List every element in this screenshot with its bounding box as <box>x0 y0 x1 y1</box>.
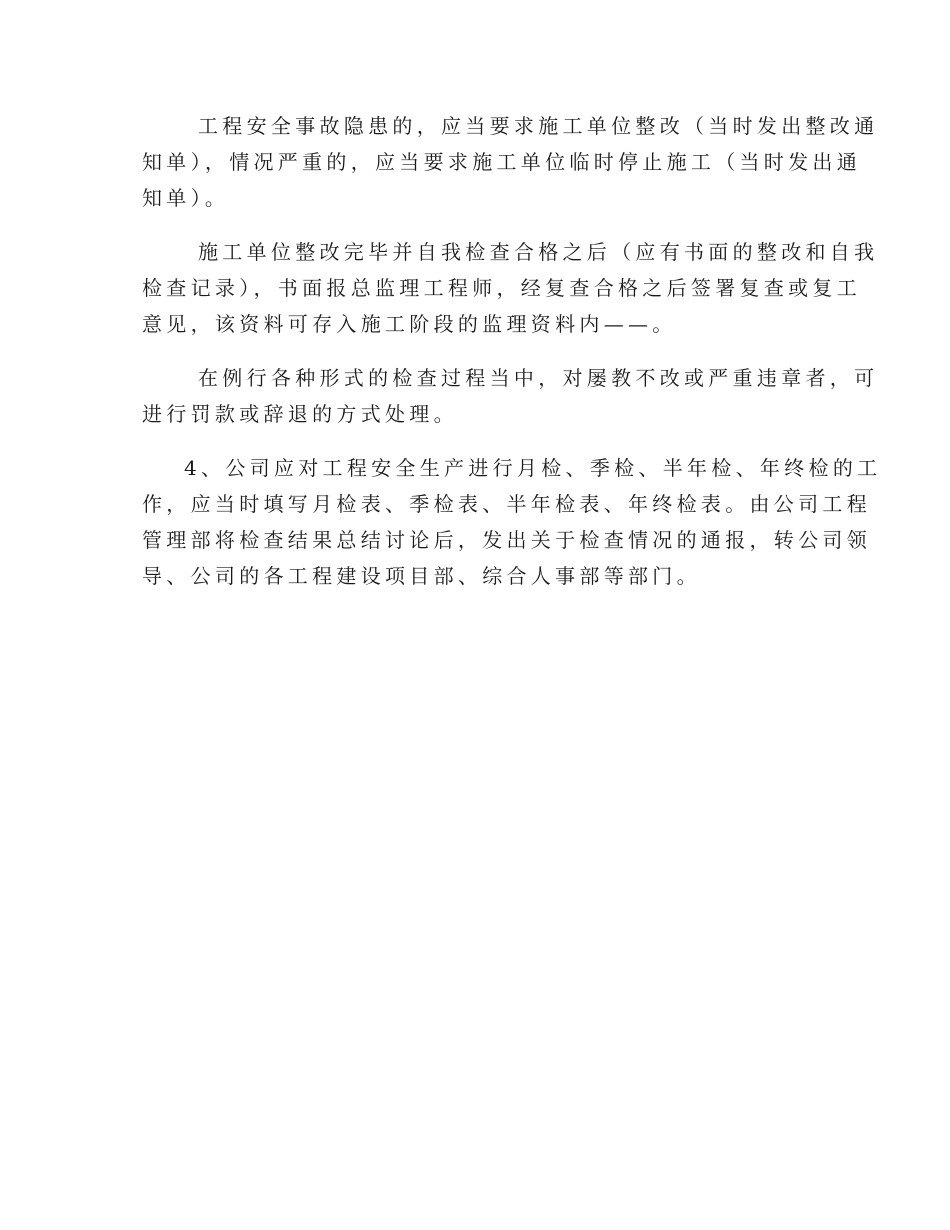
text-line: 作，应当时填写月检表、季检表、半年检表、年终检表。由公司工程 <box>142 492 871 516</box>
text-line: 知单）。 <box>142 186 230 210</box>
text-line: 导、公司的各工程建设项目部、综合人事部等部门。 <box>142 564 701 588</box>
text-line: 管理部将检查结果总结讨论后，发出关于检查情况的通报，转公司领 <box>142 528 871 552</box>
text-line: 意见，该资料可存入施工阶段的监理资料内——。 <box>142 312 677 336</box>
text-line: 在例行各种形式的检查过程当中，对屡教不改或严重违章者，可 <box>198 366 879 390</box>
text-line: 施工单位整改完毕并自我检查合格之后（应有书面的整改和自我 <box>198 240 879 264</box>
text-line: 进行罚款或辞退的方式处理。 <box>142 402 458 426</box>
text-line: 检查记录），书面报总监理工程师，经复查合格之后签署复查或复工 <box>142 276 861 300</box>
text-line: 工程安全事故隐患的，应当要求施工单位整改（当时发出整改通 <box>198 114 879 138</box>
text-line: 知单），情况严重的，应当要求施工单位临时停止施工（当时发出通 <box>142 150 861 174</box>
text-line: 4、公司应对工程安全生产进行月检、季检、半年检、年终检的工 <box>184 456 882 480</box>
